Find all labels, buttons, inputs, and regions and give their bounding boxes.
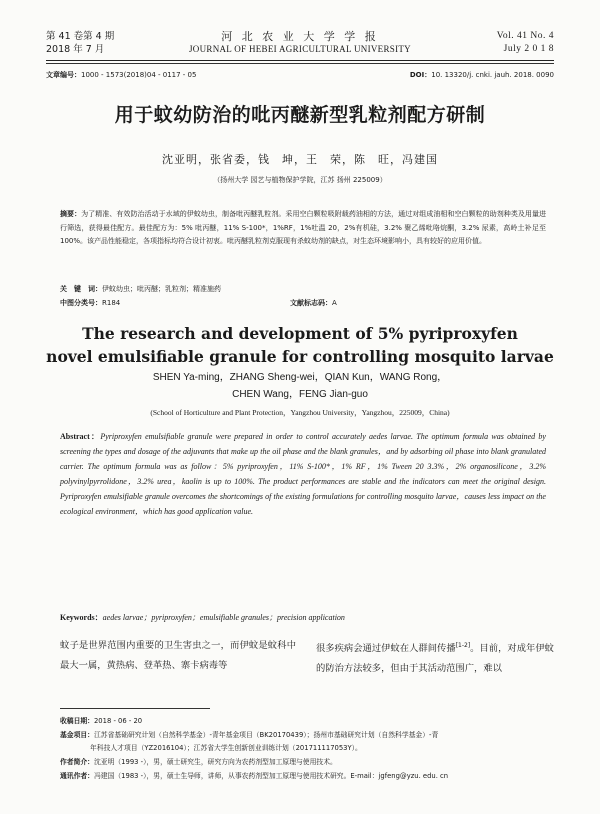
footnote-corresponding: 通讯作者：冯建国（1983 -），男，硕士生导师，讲师，从事农药剂型加工原理与使用技术研究。E-mail：jgfeng@yzu. edu. cn	[60, 772, 449, 780]
abstract-cn-label: 摘要：	[60, 210, 82, 218]
journal-name-en: JOURNAL OF HEBEI AGRICULTURAL UNIVERSITY	[188, 44, 411, 54]
body-column-left: 蚊子是世界范围内重要的卫生害虫之一，而伊蚊是蚊科中最大一属，黄热病、登革热、寨卡病毒等	[60, 640, 296, 671]
classification	[60, 298, 546, 308]
abstract-cn	[60, 208, 546, 249]
doi: DOI：10. 13320/j. cnki. jauh. 2018. 0090	[409, 71, 554, 79]
clc-code: 中图分类号：R184	[60, 299, 121, 307]
abstract-en	[60, 429, 546, 519]
affiliation-en: (School of Horticulture and Plant Protection，Yangzhou University，Yangzhou，225009，China)	[150, 408, 450, 417]
issue-date-en: July 2 0 1 8	[503, 44, 554, 54]
journal-name-cn: 河 北 农 业 大 学 学 报	[221, 30, 379, 43]
running-header	[46, 24, 554, 58]
footnote-fund: 基金项目：江苏省基础研究计划（自然科学基金）-青年基金项目（BK20170439）；扬州市基础研究计划（自然科学基金）-青	[60, 731, 439, 739]
journal-name	[46, 28, 554, 54]
authors-en: SHEN Ya-ming，ZHANG Sheng-wei，QIAN Kun，WANG Rong， CHEN Wang，FENG Jian-guo	[152, 372, 448, 400]
article-number: 文章编号：1000 - 1573(2018)04 - 0117 - 05	[46, 71, 197, 79]
abstract-en-label: Abstract：	[60, 432, 101, 441]
affiliation-cn: （扬州大学 园艺与植物保护学院，江苏 扬州 225009）	[213, 176, 387, 184]
header-rule-thin	[46, 63, 554, 64]
document-code: 文献标志码：A	[290, 299, 337, 307]
footnote-received: 收稿日期：2018 - 06 - 20	[60, 717, 143, 725]
footnote-rule	[60, 708, 210, 709]
title-en: The research and development of 5% pyriproxyfen novel emulsifiable granule for controlling mosquito larvae	[46, 324, 554, 366]
keywords-cn: 关 键 词：伊蚊幼虫；吡丙醚；乳粒剂；精准施药	[60, 285, 221, 293]
abstract-en-text: Pyriproxyfen emulsifiable granule were prepared in order to control accurately aedes larvae. The optimum formula was obtained by screening the types and dosage of the adjuvants that make up the oil phase and the blank granules，and by adsorbing oil phase into blank granulated carrier. The optimum formula was as follow：5% pyriproxyfen，11% S-100*，1% RF，1% Tween 20 3.3%，2% organosilicone，3.2% polyvinylpyrrolidone，3.2% urea，kaolin is up to 100%. The product performances are stable and the indicators can meet the original design. Pyriproxyfen emulsifiable granule overcomes the shortcomings of the existing formulations for controlling mosquito larvae，causes less impact on the ecological environment，which has good application value.	[60, 432, 546, 516]
volume-en: Vol. 41 No. 4	[496, 31, 554, 41]
body-column-right: 很多疾病会通过伊蚊在人群间传播[1-2]。目前，对成年伊蚊的防治方法较多，但由于其活动范围广，难以	[316, 642, 554, 675]
abstract-cn-text: 为了精准、有效防治活动于水域的伊蚊幼虫，制备吡丙醚乳粒剂。采用空白颗粒吸附载药油相的方法，通过对组成油相和空白颗粒的助剂种类及用量进行筛选，获得最佳配方。最佳配方为：5% 吡丙醚，11% S-100*，1%RF，1%吐温 20，2%有机硅，3.2% 聚乙烯吡咯烷酮，3.2% 尿素，高岭土补足至 100%。该产品性能稳定，各项指标均符合设计初衷。吡丙醚乳粒剂克服现有杀蚊幼剂的缺点，对生态环境影响小，具有较好的应用价值。	[60, 210, 547, 245]
header-rule-thick	[46, 60, 554, 61]
citation[interactable]: [1-2]	[455, 642, 471, 649]
issue-number-cn: 第 41 卷第 4 期	[46, 31, 115, 42]
footnote-fund-cont: 年科技人才项目（YZ2016104）；江苏省大学生创新创业训练计划（201711117053Y）。	[90, 744, 362, 752]
title-cn: 用于蚊幼防治的吡丙醚新型乳粒剂配方研制	[114, 104, 486, 126]
issue-info-en	[497, 30, 554, 56]
issue-date-cn: 2018 年 7 月	[46, 44, 105, 55]
footnote-author: 作者简介：沈亚明（1993 -），男，硕士研究生，研究方向为农药剂型加工原理与使用技术。	[60, 758, 337, 766]
authors-cn: 沈亚明，张省委，钱 坤，王 荣，陈 旺，冯建国	[162, 153, 438, 166]
keywords-en: Keywords：aedes larvae；pyriproxyfen；emulsifiable granules；precision application	[60, 613, 345, 622]
